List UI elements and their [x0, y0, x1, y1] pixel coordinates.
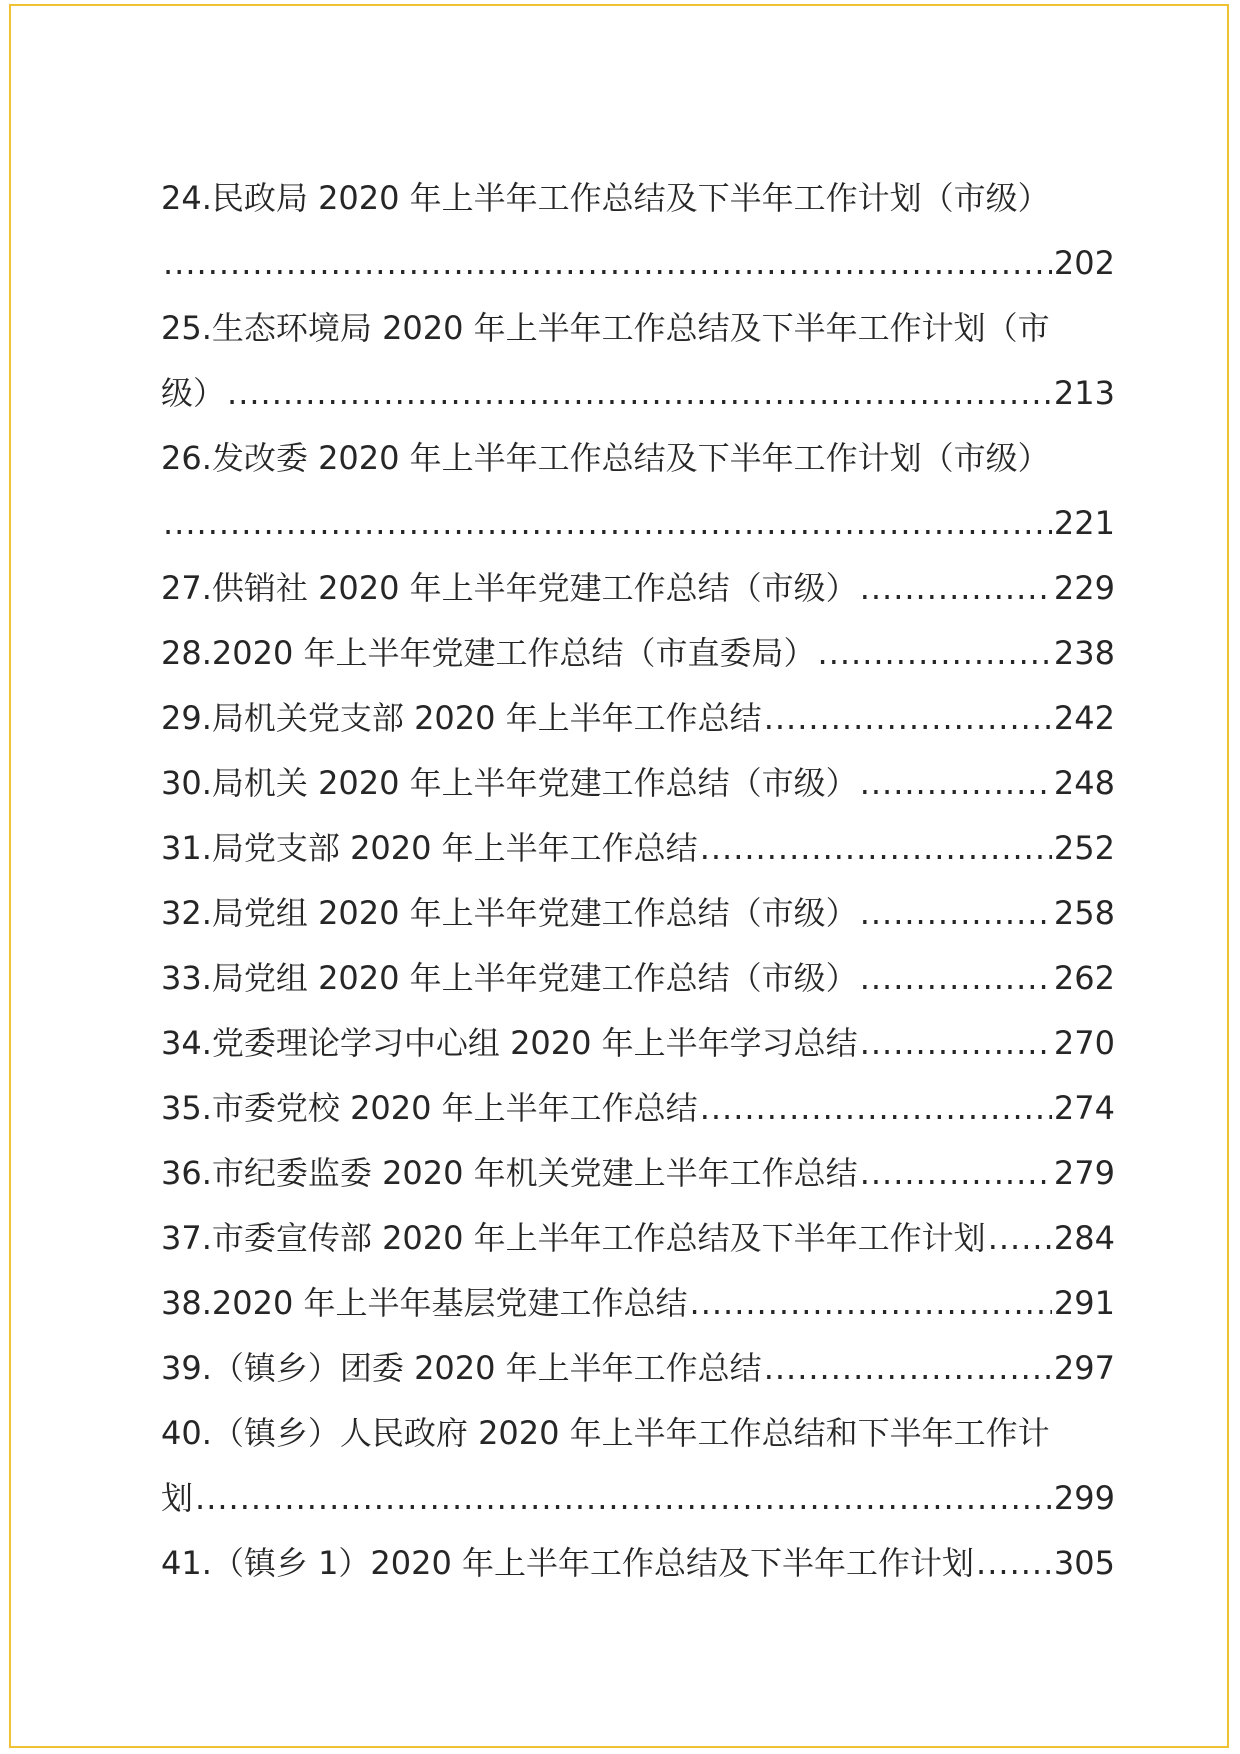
toc-entry-24-cont[interactable]	[161, 231, 1115, 296]
leader-dots	[700, 1076, 1052, 1141]
toc-page-number: 270	[1053, 1024, 1115, 1062]
toc-entry-28[interactable]	[161, 621, 1115, 686]
toc-page-number: 221	[1053, 504, 1115, 542]
toc-entry-title: 40.（镇乡）人民政府 2020 年上半年工作总结和下半年工作计	[161, 1414, 1050, 1452]
toc-page-number: 305	[1053, 1544, 1115, 1582]
toc-page-number: 279	[1053, 1154, 1115, 1192]
toc-entry-38[interactable]	[161, 1271, 1115, 1336]
toc-entry-title: 37.市委宣传部 2020 年上半年工作总结及下半年工作计划	[161, 1219, 986, 1257]
toc-entry-title: 27.供销社 2020 年上半年党建工作总结（市级）	[161, 569, 858, 607]
leader-dots	[818, 621, 1052, 686]
toc-entry-title: 39.（镇乡）团委 2020 年上半年工作总结	[161, 1349, 762, 1387]
toc-entry-37[interactable]	[161, 1206, 1115, 1271]
leader-dots	[860, 1011, 1052, 1076]
leader-dots	[976, 1531, 1052, 1596]
toc-entry-title: 36.市纪委监委 2020 年机关党建上半年工作总结	[161, 1154, 858, 1192]
toc-entry-title: 28.2020 年上半年党建工作总结（市直委局）	[161, 634, 816, 672]
toc-page-number: 242	[1053, 699, 1115, 737]
toc-entry-25[interactable]	[161, 296, 1115, 361]
toc-entry-39[interactable]	[161, 1336, 1115, 1401]
toc-entry-33[interactable]	[161, 946, 1115, 1011]
leader-dots	[860, 751, 1052, 816]
leader-dots	[227, 361, 1052, 426]
leader-dots	[764, 686, 1052, 751]
toc-entry-title: 32.局党组 2020 年上半年党建工作总结（市级）	[161, 894, 858, 932]
toc-entry-41[interactable]	[161, 1531, 1115, 1596]
toc-page-number: 248	[1053, 764, 1115, 802]
toc-entry-30[interactable]	[161, 751, 1115, 816]
toc-page-number: 262	[1053, 959, 1115, 997]
toc-page-number: 238	[1053, 634, 1115, 672]
toc-entry-24[interactable]	[161, 166, 1115, 231]
toc-entry-25-cont[interactable]	[161, 361, 1115, 426]
toc-page-number: 297	[1053, 1349, 1115, 1387]
toc-entry-title: 35.市委党校 2020 年上半年工作总结	[161, 1089, 698, 1127]
toc-page-number: 252	[1053, 829, 1115, 867]
toc-page-number: 202	[1053, 244, 1115, 282]
toc-page-number: 284	[1053, 1219, 1115, 1257]
toc-entry-title: 31.局党支部 2020 年上半年工作总结	[161, 829, 698, 867]
toc-entry-26-cont[interactable]	[161, 491, 1115, 556]
toc-entry-36[interactable]	[161, 1141, 1115, 1206]
toc-entry-31[interactable]	[161, 816, 1115, 881]
leader-dots	[988, 1206, 1052, 1271]
toc-entry-35[interactable]	[161, 1076, 1115, 1141]
toc-entry-title: 33.局党组 2020 年上半年党建工作总结（市级）	[161, 959, 858, 997]
toc-entry-title: 41.（镇乡 1）2020 年上半年工作总结及下半年工作计划	[161, 1544, 975, 1582]
toc-entry-32[interactable]	[161, 881, 1115, 946]
toc-entry-27[interactable]	[161, 556, 1115, 621]
toc-page-number: 291	[1053, 1284, 1115, 1322]
toc-entry-title-cont: 级）	[161, 374, 226, 412]
toc-entry-title: 25.生态环境局 2020 年上半年工作总结及下半年工作计划（市	[161, 309, 1050, 347]
leader-dots	[700, 816, 1052, 881]
toc-entry-title: 30.局机关 2020 年上半年党建工作总结（市级）	[161, 764, 858, 802]
toc-entry-29[interactable]	[161, 686, 1115, 751]
toc-entry-40-cont[interactable]	[161, 1466, 1115, 1531]
leader-dots	[163, 491, 1052, 556]
leader-dots	[764, 1336, 1052, 1401]
toc-page-number: 299	[1053, 1479, 1115, 1517]
toc-page-number: 213	[1053, 374, 1115, 412]
leader-dots	[860, 556, 1052, 621]
toc-entry-title: 26.发改委 2020 年上半年工作总结及下半年工作计划（市级）	[161, 439, 1050, 477]
toc-entry-40[interactable]	[161, 1401, 1115, 1466]
toc-entry-title: 29.局机关党支部 2020 年上半年工作总结	[161, 699, 762, 737]
toc-entry-title: 34.党委理论学习中心组 2020 年上半年学习总结	[161, 1024, 858, 1062]
toc-entry-26[interactable]	[161, 426, 1115, 491]
leader-dots	[163, 231, 1052, 296]
toc-page-number: 229	[1053, 569, 1115, 607]
leader-dots	[195, 1466, 1052, 1531]
leader-dots	[860, 1141, 1052, 1206]
toc-entry-title: 24.民政局 2020 年上半年工作总结及下半年工作计划（市级）	[161, 179, 1050, 217]
toc-entry-title-cont: 划	[161, 1479, 194, 1517]
leader-dots	[860, 881, 1052, 946]
toc-page-number: 274	[1053, 1089, 1115, 1127]
leader-dots	[860, 946, 1052, 1011]
toc-entry-34[interactable]	[161, 1011, 1115, 1076]
leader-dots	[690, 1271, 1052, 1336]
toc-page-number: 258	[1053, 894, 1115, 932]
toc-entry-title: 38.2020 年上半年基层党建工作总结	[161, 1284, 688, 1322]
table-of-contents	[161, 166, 1115, 1596]
